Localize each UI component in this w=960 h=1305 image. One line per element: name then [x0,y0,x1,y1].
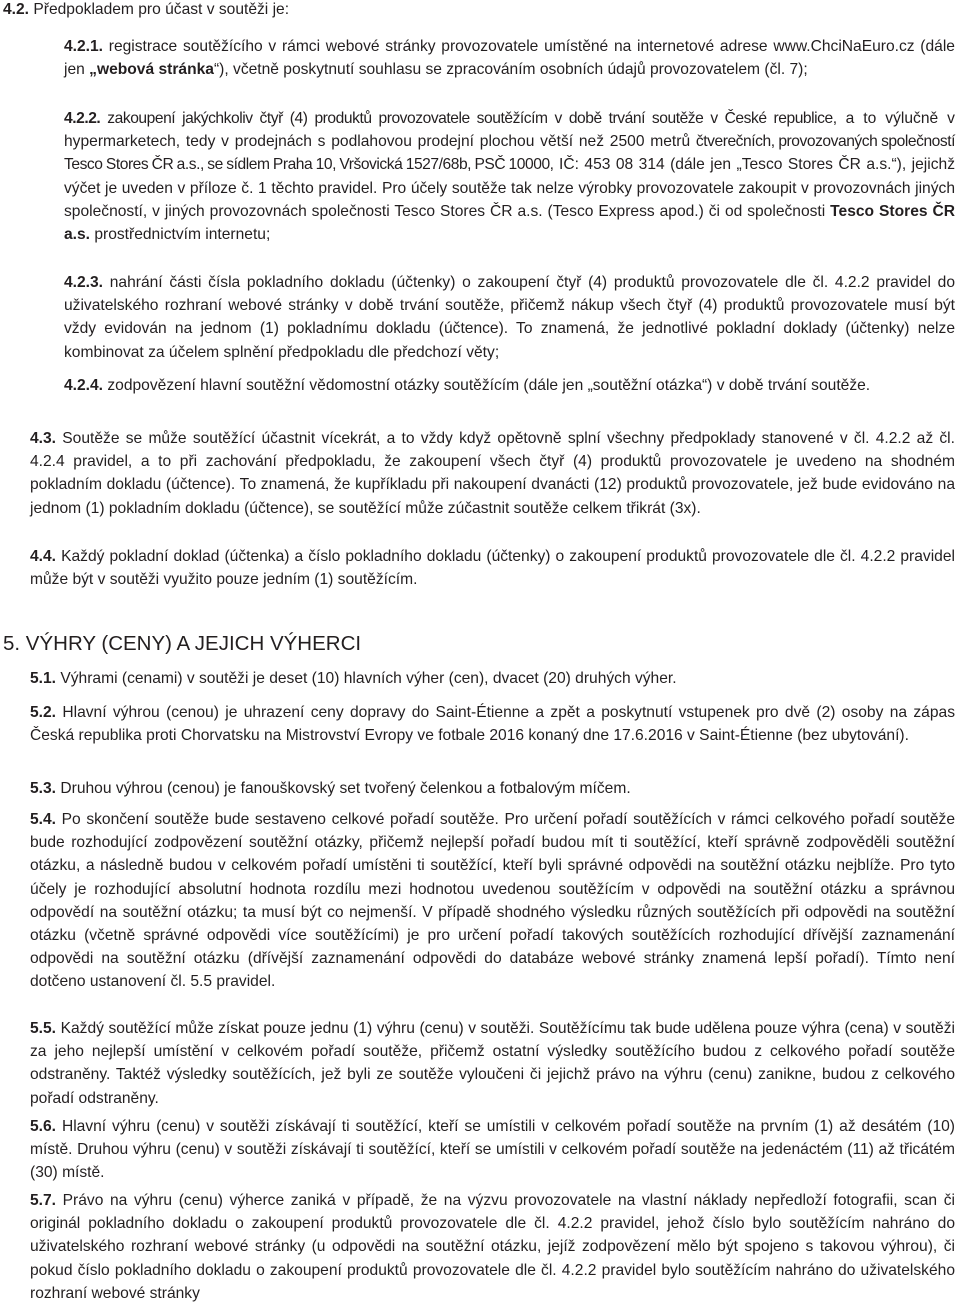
clause-4-3 [30,427,955,520]
clause-number: 5.6. [30,1118,57,1135]
clause-number: 5.4. [30,811,57,828]
clause-4-4 [30,545,955,591]
clause-5-5 [30,1017,955,1110]
company-name: Tesco Stores ČR a.s. [64,202,955,244]
section-4-2 [3,0,958,21]
clause-text: nahrání části čísla pokladního dokladu (účtenky) o zakoupení čtyř (4) produktů provozovatele dle čl. 4.2.2 pravidel do uživatelského rozhraní webové stránky v době trvání soutěže, přičemž nákup všech čtyř (4) produktů provozovatele musí být vždy evidován na jednom (1) pokladnímu dokladu (účtence). To znamená, že jednotlivé pokladní doklady (účtenky) nelze kombinovat za účelem splnění předpokladu dle předchozí věty; [64,274,955,361]
clause-5-3 [30,777,955,800]
clause-text: Předpokladem pro účast v soutěži je: [33,1,290,18]
clause-number: 4.3. [30,430,57,447]
defined-term: „webová stránka [89,61,214,79]
clause-4-2-4 [64,374,955,397]
clause-text-end: prostřednictvím internetu; [90,226,271,244]
clause-5-4 [30,808,955,994]
clause-text: Soutěže se může soutěžící účastnit vícekrát, a to vždy když opětovně splní všechny předpoklady stanovené v čl. 4.2.2 až čl. 4.2.4 pravidel, a to při zachování předpokladu, že zakoupení všech čtyř (4) produktů provozovatele je uvedeno na shodném pokladním dokladu (účtence). To znamená, že kupříkladu při nakoupení dvanácti (12) produktů provozovatele, jež bude evidováno na jednom (1) pokladním dokladu (účtence), se soutěžící může zúčastnit soutěže celkem třikrát (3x). [30,430,955,517]
clause-number: 4.2. [3,1,30,18]
clause-text: registrace soutěžícího v rámci webové stránky provozovatele umístěné na internetové adrese www.ChciNaEuro.cz (dále jen [64,38,955,79]
clause-text: zodpovězení hlavní soutěžní vědomostní otázky soutěžícím (dále jen „soutěžní otázka“) v době trvání soutěže. [107,377,871,394]
clause-number: 5.7. [30,1192,57,1209]
clause-text-cont: “), včetně poskytnutí souhlasu se zpracováním osobních údajů provozovatelem (čl. 7); [213,61,808,79]
clause-number: 5.2. [30,704,57,721]
clause-number: 5.1. [30,670,57,687]
clause-text: Každý soutěžící může získat pouze jednu (1) výhru (cenu) v soutěži. Soutěžícímu tak bude udělena pouze výhra (cena) v soutěži za jeho nejlepší umístění v celkovém pořadí soutěže, přičemž ostatní výsledky soutěžícího budou z celkového pořadí soutěže odstraněny. Taktéž výsledky soutěžících, jež byli ze soutěže vyloučeni či jejichž právo na výhru (cenu) zanikne, budou z celkového pořadí odstraněny. [30,1020,955,1107]
clause-number: 4.4. [30,548,57,565]
clause-text: Každý pokladní doklad (účtenka) a číslo pokladního dokladu (účtenky) o zakoupení produktů provozovatele dle čl. 4.2.2 pravidel může být v soutěži využito pouze jedním (1) soutěžícím. [30,548,955,589]
clause-5-1 [30,667,955,690]
clause-line-condensed-2: čtverečních, provozovaných společností Tesco Stores ČR a.s., se sídlem Praha 10, Vršovická 1527/68b, PSČ 10000, [64,133,956,174]
clause-number: 5.5. [30,1020,57,1037]
clause-4-2-3 [64,271,955,364]
clause-text-cont: IČ: 453 08 314 (dále jen „Tesco Stores ČR a.s.“), jejichž výčet je uveden v příloze č. 1 těchto pravidel. Pro účely soutěže tak nelze výrobky provozovatele zakoupit v provozovnách jiných společností, v jiných provozovnách společnosti Tesco Stores ČR a.s. (Tesco Express apod.) či od společnosti [64,156,955,220]
clause-number: 4.2.1. [64,38,104,55]
section-5-heading: 5. VÝHRY (CENY) A JEJICH VÝHERCI [3,632,362,655]
clause-text: Hlavní výhru (cenu) v soutěži získávají ti soutěžící, kteří se umístili v celkovém pořadí soutěže na prvním (1) až desátém (10) místě. Druhou výhru (cenu) v soutěži získávají ti soutěžící, kteří se umístili v celkovém pořadí soutěže na jedenáctém (11) až třicátém (30) místě. [30,1118,955,1182]
clause-4-2-1 [64,35,955,81]
clause-text-cont: a to výlučně v hypermarketech, tedy v prodejnách s podlahovou prodejní plochou větší než 2500 metrů [64,110,955,151]
clause-number: 5.3. [30,780,57,797]
clause-number: 4.2.4. [64,377,104,394]
clause-text: Druhou výhrou (cenou) je fanouškovský set tvořený čelenkou a fotbalovým míčem. [60,780,631,797]
clause-text: Právo na výhru (cenu) výherce zaniká v případě, že na výzvu provozovatele na vlastní náklady nepředloží fotografii, scan či originál pokladního dokladu o zakoupení produktů provozovatele dle čl. 4.2.2 pravidel, jehož číslo bylo soutěžícím nahráno do uživatelského rozhraní webové stránky (u odpovědi na soutěžní otázku, jejíž zodpovězení mělo být spojeno s takovou výhrou), či pokud číslo pokladního dokladu o zakoupení produktů provozovatele dle čl. 4.2.2 pravidel bylo soutěžícím nahráno do uživatelského rozhraní webové stránky [30,1192,955,1302]
clause-5-2 [30,701,955,747]
clause-5-7 [30,1189,955,1305]
clause-text: zakoupení jakýchkoliv čtyř (4) produktů provozovatele soutěžícím v době trvání soutěže v České republice, [107,110,837,127]
clause-5-6 [30,1115,955,1185]
clause-number: 4.2.3. [64,274,104,291]
clause-text: Po skončení soutěže bude sestaveno celkové pořadí soutěže. Pro určení pořadí soutěžících v rámci celkového pořadí soutěže bude rozhodující zodpovězení soutěžní otázky, přičemž nejlepší pořadí budou mít ti soutěžící, kteří správně zodpověděli soutěžní otázku, a následně budou v celkovém pořadí umístěni ti soutěžící, kteří byli správné odpovědi na soutěžní otázku nejblíže. Pro tyto účely je rozhodující absolutní hodnota rozdílu mezi hodnotou uvedenou soutěžícím v odpovědi na soutěžní otázku a správnou odpovědí na soutěžní otázku; ta musí být co nejmenší. V případě shodného výsledku různých soutěžících při odpovědi na soutěžní otázku (včetně správné odpovědi více soutěžícími) je pro určení pořadí takových soutěžících rozhodující dřívější zaznamenání odpovědi na soutěžní otázku (dřívější zaznamenání odpovědi do databáze webové stránky znamená lepší pořadí). Tímto není dotčeno ustanovení čl. 5.5 pravidel. [30,811,955,991]
clause-text: Výhrami (cenami) v soutěži je deset (10) hlavních výher (cen), dvacet (20) druhých výher. [60,670,677,687]
clause-4-2-2 [64,107,955,246]
clause-line-condensed [64,110,837,127]
clause-text: Hlavní výhrou (cenou) je uhrazení ceny dopravy do Saint-Étienne a zpět a poskytnutí vstupenek pro dvě (2) osoby na zápas Česká republika proti Chorvatsku na Mistrovství Evropy ve fotbale 2016 konaný dne 17.6.2016 v Saint-Étienne (bez ubytování). [30,704,956,745]
clause-number: 4.2.2. [64,110,101,127]
